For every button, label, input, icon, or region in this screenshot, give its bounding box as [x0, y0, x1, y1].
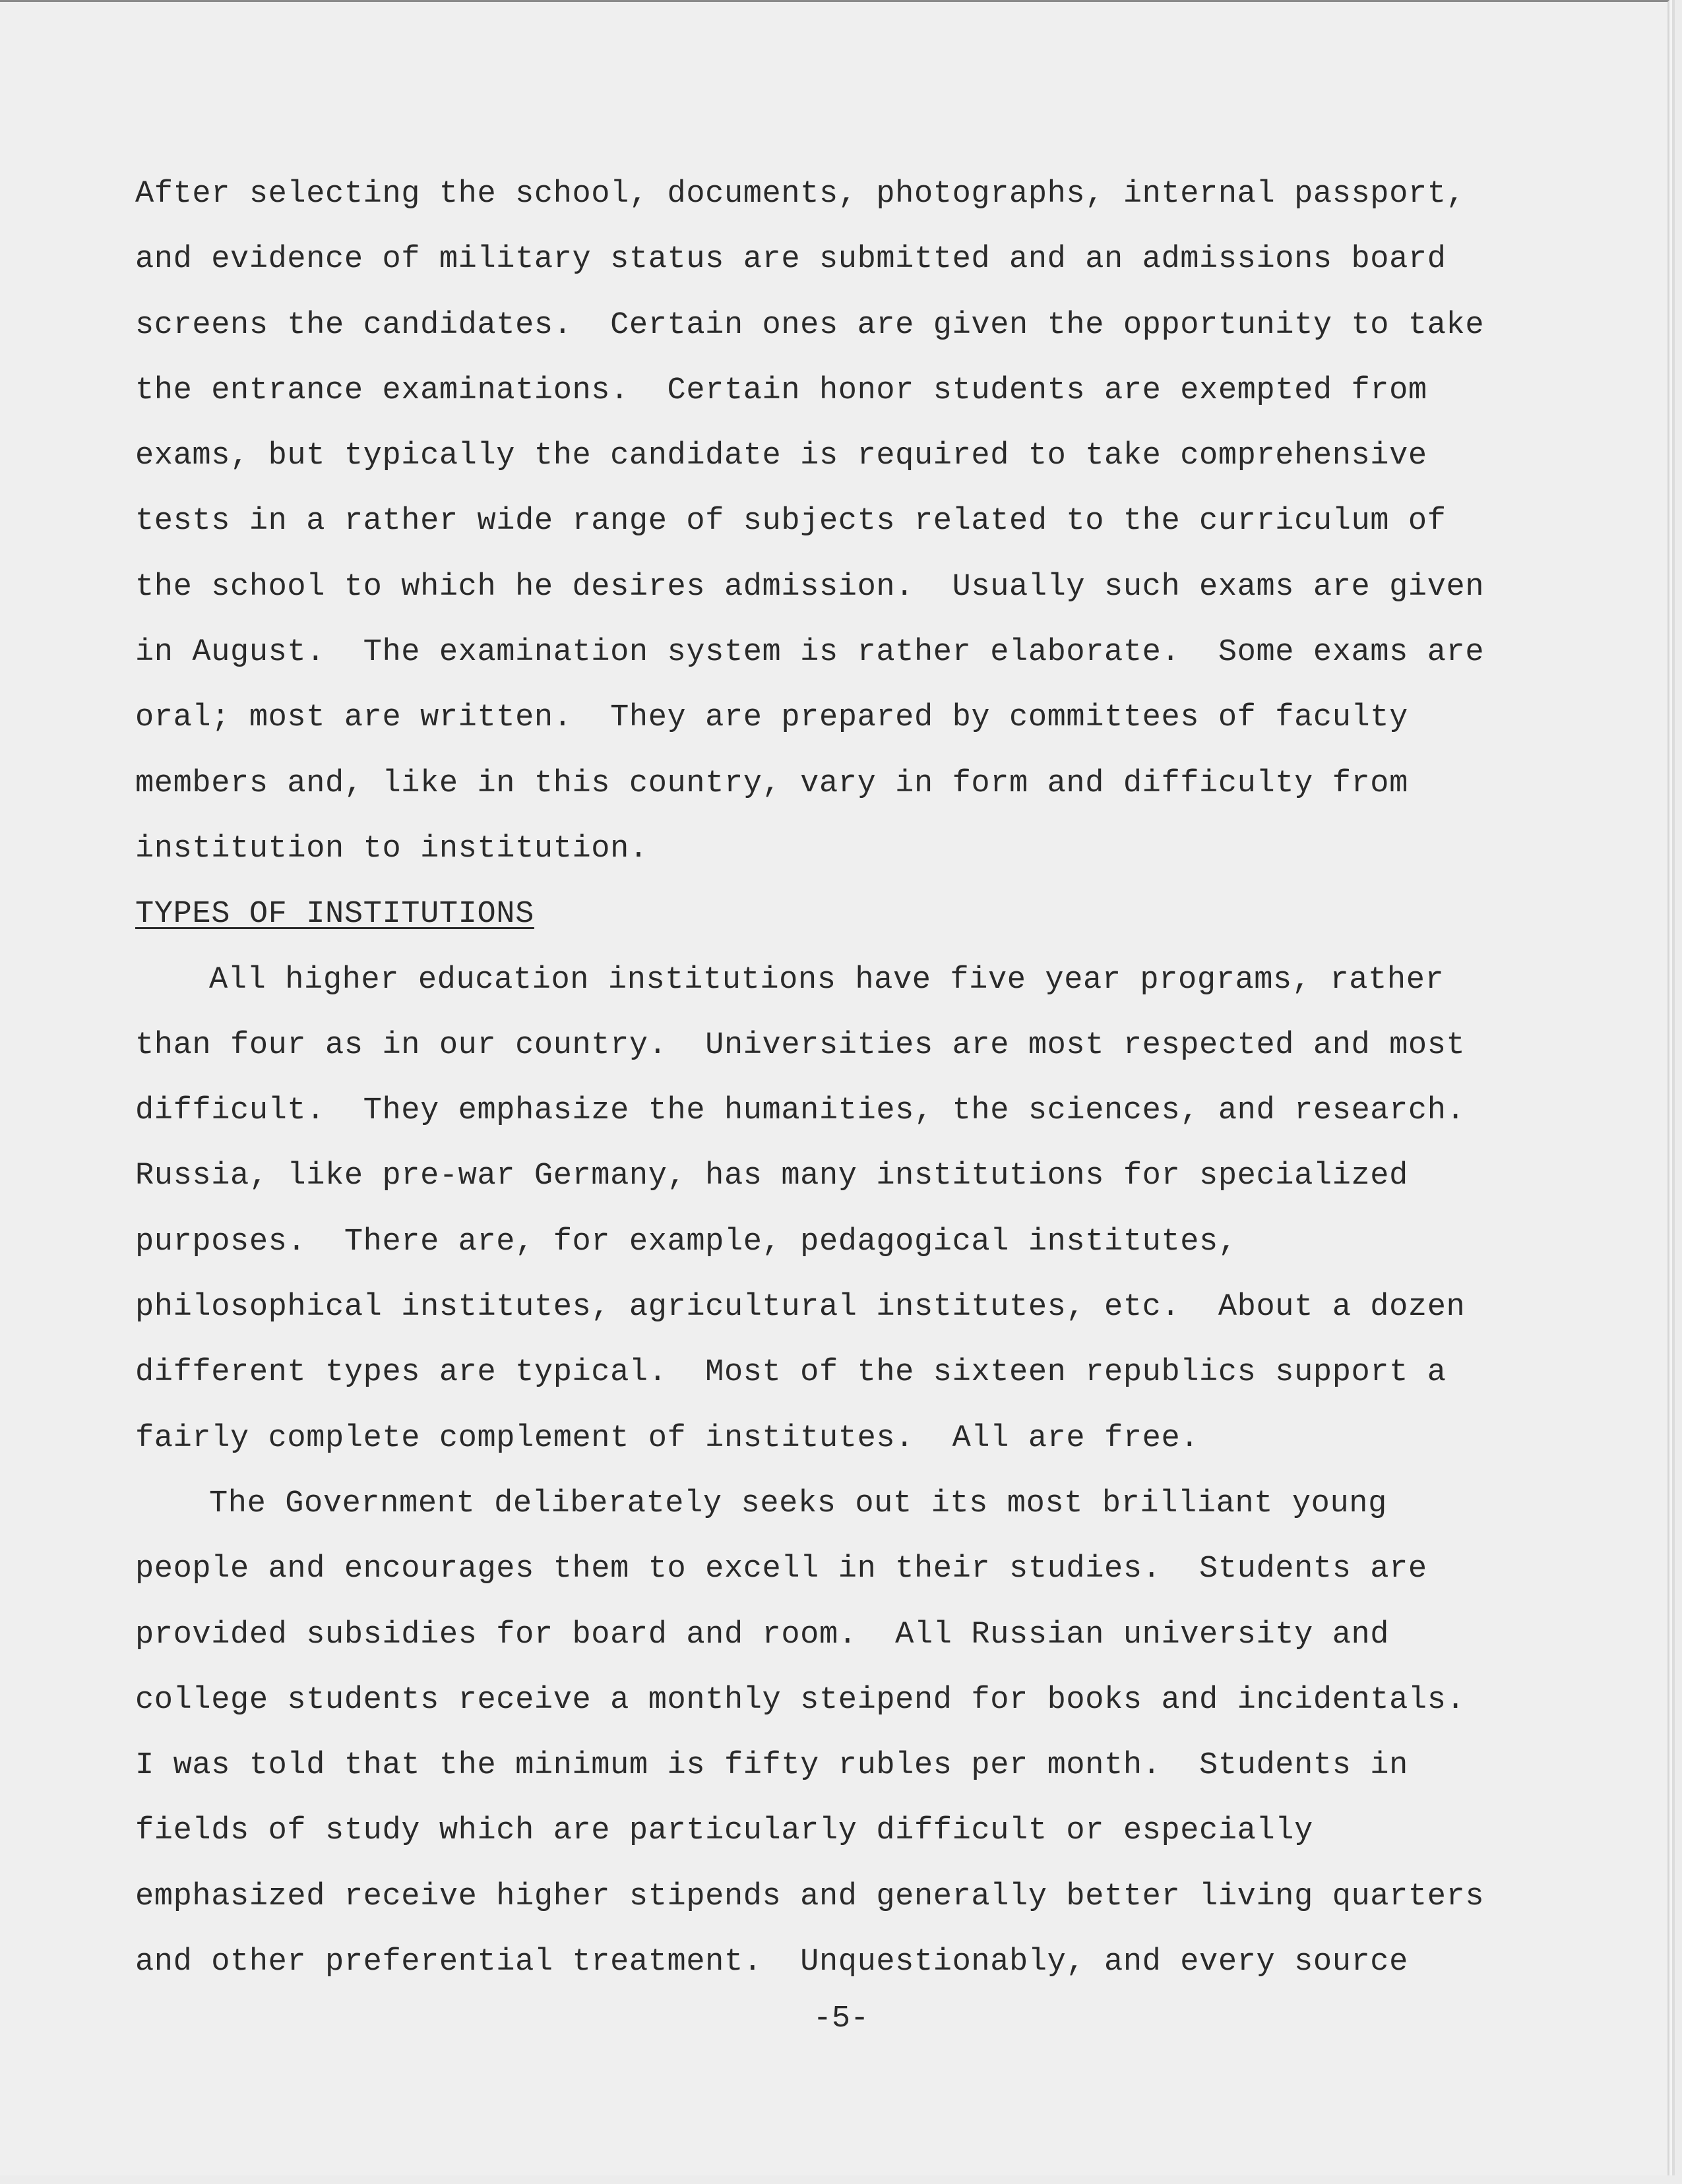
text-line: Russia, like pre-war Germany, has many institutions for specialized	[135, 1159, 1408, 1194]
text-line: oral; most are written. They are prepared by committees of faculty	[135, 700, 1408, 736]
text-line: After selecting the school, documents, photographs, internal passport,	[135, 177, 1466, 212]
text-line: purposes. There are, for example, pedagogical institutes,	[135, 1224, 1237, 1259]
text-line: college students receive a monthly steipend for books and incidentals.	[135, 1682, 1466, 1718]
text-line: The Government deliberately seeks out its most brilliant young	[209, 1486, 1387, 1521]
text-line: screens the candidates. Certain ones are given the opportunity to take	[135, 307, 1485, 343]
section-heading-text: TYPES OF INSTITUTIONS	[135, 897, 534, 932]
text-line: different types are typical. Most of the sixteen republics support a	[135, 1355, 1447, 1391]
text-line: tests in a rather wide range of subjects related to the curriculum of	[135, 504, 1447, 539]
paragraph-institution-types	[135, 961, 1586, 1484]
text-line: than four as in our country. Universities are most respected and most	[135, 1027, 1466, 1063]
text-line: difficult. They emphasize the humanities, the sciences, and research.	[135, 1093, 1466, 1129]
text-line: people and encourages them to excell in their studies. Students are	[135, 1552, 1427, 1587]
text-line: in August. The examination system is rather elaborate. Some exams are	[135, 635, 1485, 671]
paragraph-government-support	[135, 1484, 1586, 2008]
text-line: and other preferential treatment. Unquestionably, and every source	[135, 1945, 1408, 1980]
text-line: members and, like in this country, vary in form and difficulty from	[135, 766, 1408, 801]
text-line: the school to which he desires admission. Usually such exams are given	[135, 569, 1485, 605]
text-line: All higher education institutions have five year programs, rather	[209, 962, 1445, 998]
document-body	[135, 175, 1586, 2008]
page-number: -5-	[813, 2001, 869, 2036]
text-line: institution to institution.	[135, 831, 648, 866]
text-line: exams, but typically the candidate is required to take comprehensive	[135, 439, 1427, 474]
text-line: provided subsidies for board and room. All Russian university and	[135, 1617, 1390, 1653]
paragraph-admissions	[135, 175, 1586, 895]
text-line: and evidence of military status are submitted and an admissions board	[135, 242, 1447, 278]
text-line: fairly complete complement of institutes. All are free.	[135, 1420, 1200, 1456]
text-line: I was told that the minimum is fifty rubles per month. Students in	[135, 1748, 1408, 1784]
text-line: fields of study which are particularly difficult or especially	[135, 1813, 1313, 1849]
text-line: the entrance examinations. Certain honor students are exempted from	[135, 373, 1427, 408]
text-line: philosophical institutes, agricultural institutes, etc. About a dozen	[135, 1290, 1466, 1325]
text-line: emphasized receive higher stipends and generally better living quarters	[135, 1879, 1485, 1914]
section-heading	[135, 895, 1586, 960]
